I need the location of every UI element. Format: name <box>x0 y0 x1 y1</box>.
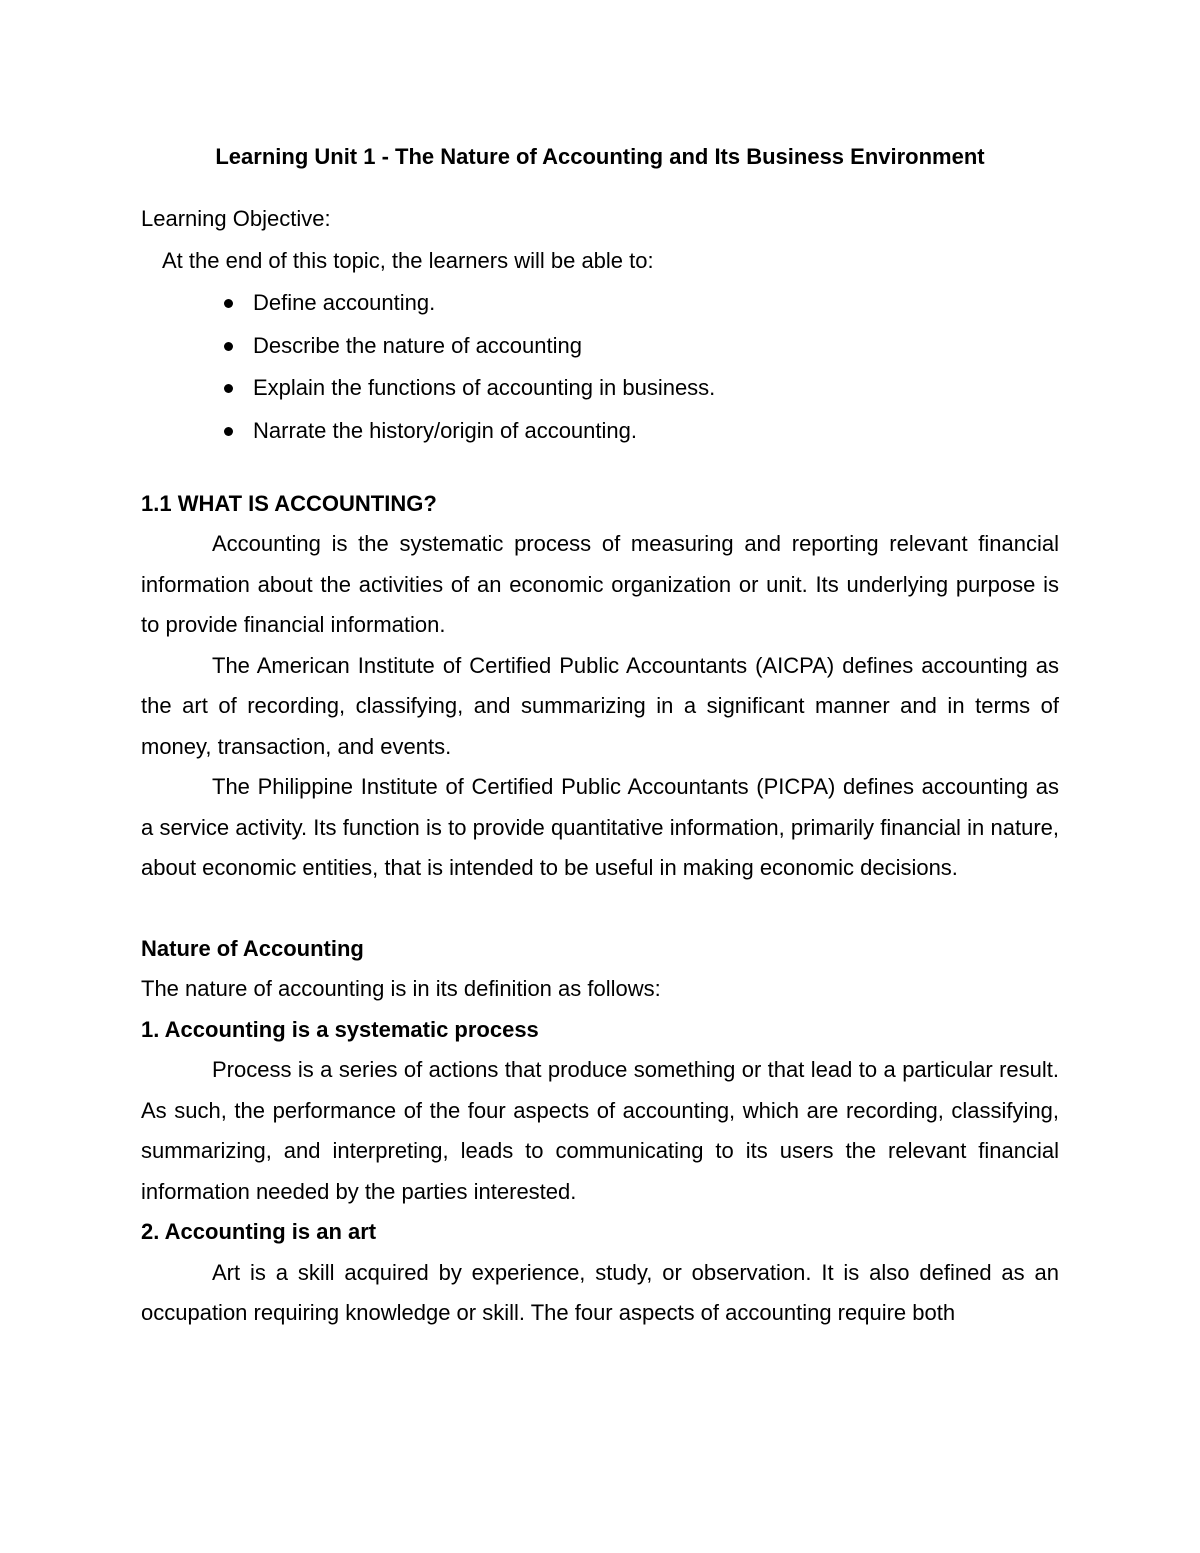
document-page <box>141 140 1059 1334</box>
section-heading-nature: Nature of Accounting <box>141 935 364 961</box>
learning-objective-label: Learning Objective: <box>141 206 331 231</box>
nature-item-text: Process is a series of actions that produce something or that lead to a particular result. As such, the performance of the four aspects of accounting, which are recording, classifying, summarizing, and interpreting, leads to communicating to its users the relevant financial information needed by the parties interested. <box>141 1057 1059 1204</box>
page-title: Learning Unit 1 - The Nature of Accounting and Its Business Environment <box>215 144 985 169</box>
nature-item-text: Art is a skill acquired by experience, study, or observation. It is also defined as an occupation requiring knowledge or skill. The four aspects of accounting require both <box>141 1259 1059 1325</box>
nature-item-heading <box>141 1212 1059 1253</box>
section-heading-what-is-accounting: 1.1 WHAT IS ACCOUNTING? <box>141 491 437 516</box>
nature-intro: The nature of accounting is in its definition as follows: <box>141 976 661 1001</box>
learning-objective-intro: At the end of this topic, the learners will be able to: <box>162 248 654 273</box>
nature-item-title: Accounting is a systematic process <box>164 1016 539 1042</box>
objective-item <box>141 367 1059 410</box>
objective-text: Describe the nature of accounting <box>253 332 582 358</box>
paragraph-aicpa: The American Institute of Certified Public Accountants (AICPA) defines accounting as the art of recording, classifying, and summarizing in a significant manner and in terms of money, transaction, and events. <box>141 652 1059 759</box>
objective-text: Narrate the history/origin of accounting. <box>253 417 637 443</box>
objective-text: Define accounting. <box>253 290 436 315</box>
objectives-list <box>141 282 1059 452</box>
paragraph-definition: Accounting is the systematic process of measuring and reporting relevant financial information about the activities of an economic organization or unit. Its underlying purpose is to provide financial information. <box>141 531 1059 637</box>
bullet-icon <box>224 427 233 436</box>
nature-item-number: 1. <box>141 1016 160 1042</box>
nature-item-heading <box>141 1010 1059 1051</box>
nature-item-number: 2. <box>141 1219 160 1244</box>
objective-item <box>141 282 1059 325</box>
bullet-icon <box>224 342 233 351</box>
nature-item-title: Accounting is an art <box>164 1219 377 1244</box>
objective-text: Explain the functions of accounting in business. <box>253 375 716 400</box>
objective-item <box>141 410 1059 453</box>
objective-item <box>141 325 1059 368</box>
paragraph-picpa: The Philippine Institute of Certified Public Accountants (PICPA) defines accounting as a service activity. Its function is to provide quantitative information, primarily financial in nature, about economic entities, that is intended to be useful in making economic decisions. <box>141 774 1059 880</box>
bullet-icon <box>224 384 233 393</box>
bullet-icon <box>224 299 233 308</box>
